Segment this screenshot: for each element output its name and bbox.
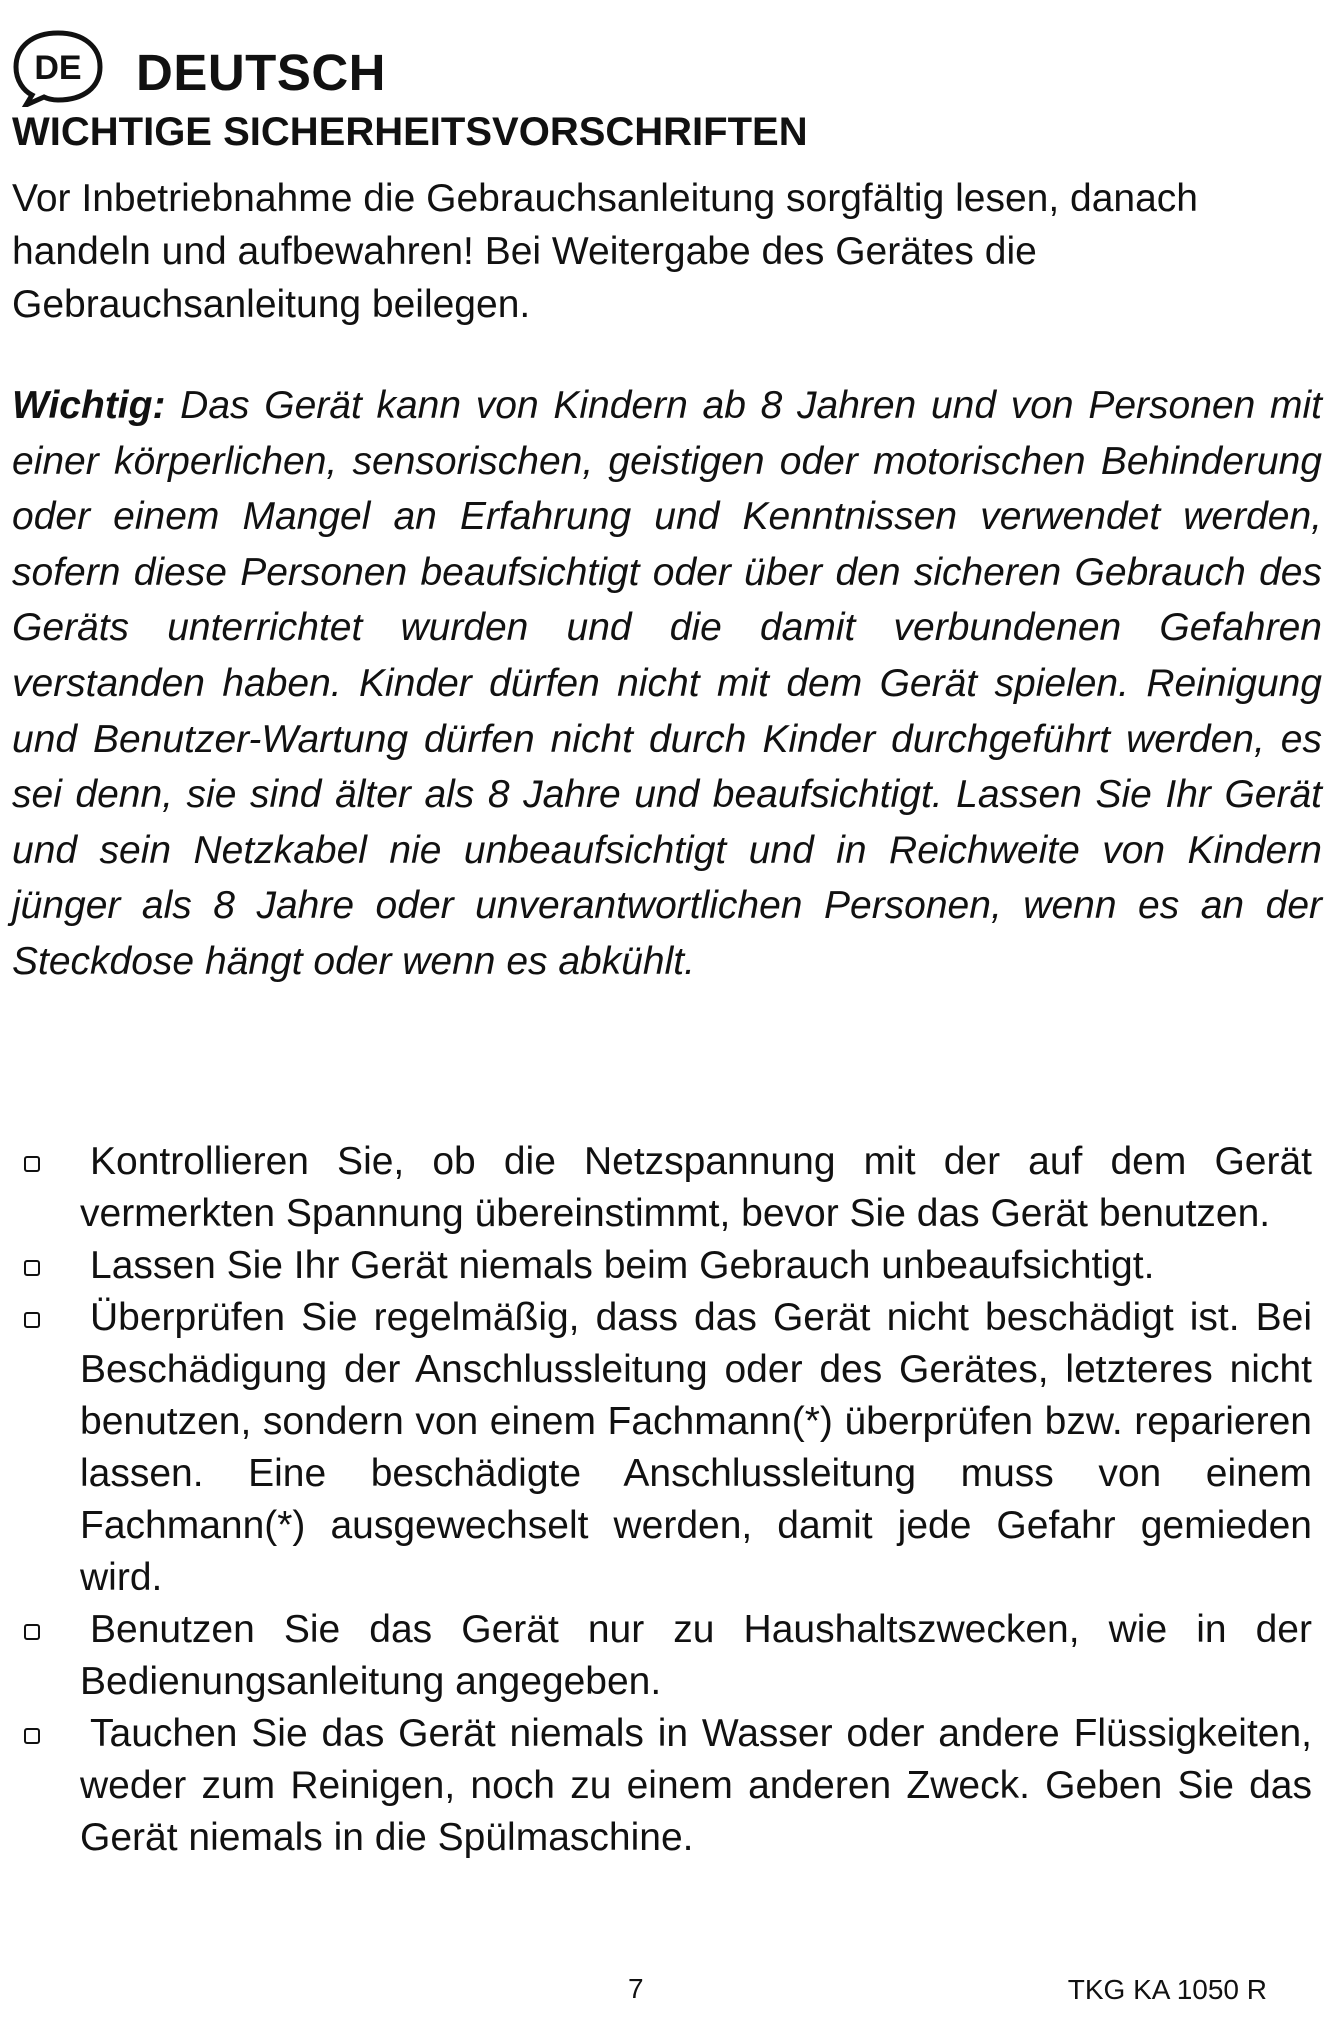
list-item	[12, 1136, 1312, 1240]
important-lead: Wichtig:	[12, 384, 166, 427]
page-number: 7	[628, 1973, 644, 2004]
list-item	[12, 1240, 1312, 1292]
rule-text: Benutzen Sie das Gerät nur zu Haushaltszwecken, wie in der Bedienungsanleitung angegeben.	[80, 1608, 1312, 1703]
important-paragraph	[12, 378, 1322, 990]
important-text: Das Gerät kann von Kindern ab 8 Jahren und von Personen mit einer körperlichen, sensorischen, geistigen oder motorischen Behinderung oder einem Mangel an Erfahrung und Kenntnissen verwendet werden, sofern diese Personen beaufsichtigt oder über den sicheren Gebrauch des Geräts unterrichtet wurden und die damit verbundenen Gefahren verstanden haben. Kinder dürfen nicht mit dem Gerät spielen. Reinigung und Benutzer-Wartung dürfen nicht durch Kinder durchgeführt werden, es sei denn, sie sind älter als 8 Jahre und beaufsichtigt. Lassen Sie Ihr Gerät und sein Netzkabel nie unbeaufsichtigt und in Reichweite von Kindern jünger als 8 Jahre oder unverantwortlichen Personen, wenn es an der Steckdose hängt oder wenn es abkühlt.	[12, 384, 1322, 983]
rule-text: Lassen Sie Ihr Gerät niemals beim Gebrauch unbeaufsichtigt.	[90, 1244, 1155, 1287]
language-header	[10, 28, 386, 108]
checkbox-bullet-icon	[24, 1260, 40, 1276]
safety-rules-list	[12, 1136, 1312, 1864]
checkbox-bullet-icon	[24, 1156, 40, 1172]
checkbox-bullet-icon	[24, 1624, 40, 1640]
intro-paragraph: Vor Inbetriebnahme die Gebrauchsanleitung sorgfältig lesen, danach handeln und aufbewahren! Bei Weitergabe des Gerätes die Gebrauchsanleitung beilegen.	[12, 177, 1198, 326]
list-item	[12, 1604, 1312, 1708]
list-item	[12, 1292, 1312, 1604]
rule-text: Tauchen Sie das Gerät niemals in Wasser oder andere Flüssigkeiten, weder zum Reinigen, noch zu einem anderen Zweck. Geben Sie das Gerät niemals in die Spülmaschine.	[80, 1712, 1312, 1859]
badge-text: DE	[34, 49, 82, 87]
rule-text: Kontrollieren Sie, ob die Netzspannung mit der auf dem Gerät vermerkten Spannung übereinstimmt, bevor Sie das Gerät benutzen.	[80, 1140, 1312, 1235]
checkbox-bullet-icon	[24, 1728, 40, 1744]
list-item	[12, 1708, 1312, 1864]
section-title: WICHTIGE SICHERHEITSVORSCHRIFTEN	[12, 110, 808, 154]
rule-text: Überprüfen Sie regelmäßig, dass das Gerät nicht beschädigt ist. Bei Beschädigung der Anschlussleitung oder des Gerätes, letzteres nicht benutzen, sondern von einem Fachmann(*) überprüfen bzw. reparieren lassen. Eine beschädigte Anschlussleitung muss von einem Fachmann(*) ausgewechselt werden, damit jede Gefahr gemieden wird.	[80, 1296, 1312, 1599]
language-title: DEUTSCH	[136, 43, 387, 101]
language-badge-icon	[10, 29, 106, 107]
checkbox-bullet-icon	[24, 1312, 40, 1328]
model-number: TKG KA 1050 R	[1067, 1974, 1267, 2005]
